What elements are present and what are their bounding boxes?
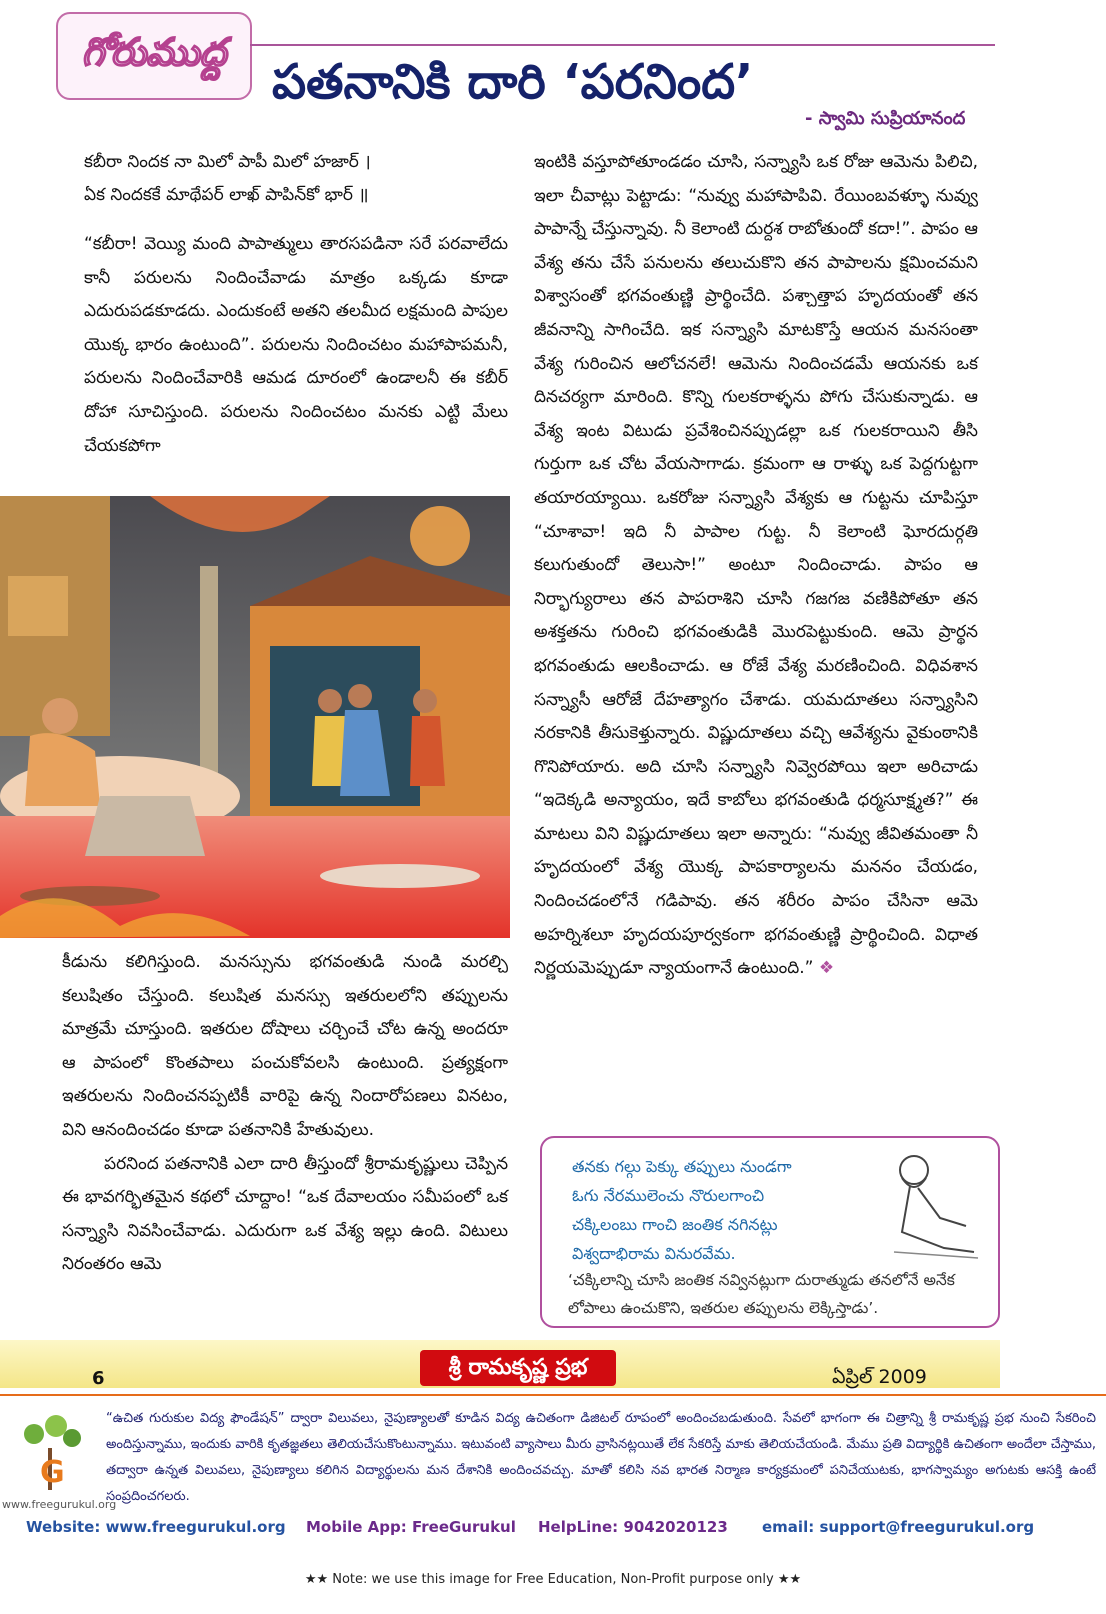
left-column-top — [84, 146, 508, 463]
banner-rule — [0, 1394, 1106, 1396]
column-logo — [56, 12, 252, 100]
app-name: FreeGurukul — [411, 1518, 516, 1536]
email-link[interactable]: support@freegurukul.org — [819, 1518, 1035, 1536]
poem-line: చక్కిలంబు గాంచి జంతిక నగినట్లు — [572, 1215, 778, 1234]
freegurukul-logo-icon — [4, 1412, 96, 1494]
website-link[interactable]: www.freegurukul.org — [105, 1518, 286, 1536]
banner-text: “ఉచిత గురుకుల విద్య ఫౌండేషన్” ద్వారా విలువలు, నైపుణ్యాలతో కూడిన విద్య ఉచితంగా డిజిటల్ రూపంలో అందించబడుతుంది. సేవలో భాగంగా ఈ చిత్రాన్ని శ్రీ రామకృష్ణ ప్రభ నుంచి సేకరించి అందిస్తున్నాము, ఇందుకు వారికి కృతజ్ఞతలు తెలియచేసుకొంటున్నాము. ఇటువంటి వ్యాసాలు మీరు వ్రాసినట్లయితే లేక సేకరిస్తే మాకు తెలియచేయండి. మేము ప్రతి విద్యార్థికి ఉచితంగా అందేలా చేస్తాము, తద్వారా ఉన్నత విలువలు, నైపుణ్యాలు కలిగిన విద్యార్థులను మన దేశానికి అందించవచ్చు. మాతో కలిసి నవ భారత నిర్మాణ కార్యక్రమంలో పనిచేయుటకు, భాగస్వామ్యం అగుటకు ఆసక్తి ఉంటే సంప్రదించగలరు. — [106, 1411, 1096, 1504]
paragraph-story: ఇంటికి వస్తూపోతూండడం చూసి, సన్న్యాసి ఒక రోజు ఆమెను పిలిచి, ఇలా చీవాట్లు పెట్టాడు: “నువ్వు మహాపాపివి. రేయింబవళ్ళూ నువ్వు పాపాన్నే చేస్తున్నావు. నీ కెలాంటి దుర్దశ రాబోతుందో కదా!”. పాపం ఆ వేశ్య తను చేసే పనులను తలుచుకొని తన పాపాలను క్షమించమని విశ్వాసంతో భగవంతుణ్ణి ప్రార్థించేది. పశ్చాత్తాప హృదయంతో తన జీవనాన్ని సాగించేది. ఇక సన్న్యాసి మాటకొస్తే ఆయన మనసంతా వేశ్య గురించిన ఆలోచనలే! ఆమెను నిందించడమే ఆయనకు ఒక దినచర్యగా మారింది. కొన్ని గులకరాళ్ళను పోగు చేసుకున్నాడు. ఆ వేశ్య ఇంట విటుడు ప్రవేశించినప్పుడల్లా ఒక గులకరాయిని తీసి గుర్తుగా ఒక చోట వేయసాగాడు. క్రమంగా ఆ రాళ్ళు ఒక పెద్దగుట్టగా తయారయ్యాయి. ఒకరోజు సన్న్యాసి వేశ్యకు ఆ గుట్టను చూపిస్తూ “చూశావా! ఇది నీ పాపాల గుట్ట. నీ కెలాంటి ఘోరదుర్గతి కలుగుతుందో తెలుసా!” అంటూ నిందించాడు. పాపం ఆ నిర్భాగ్యురాలు తన పాపరాశిని చూసి గజగజ వణికిపోతూ తన అశక్తతను గురించి భగవంతుడికి మొరపెట్టుకుంది. ఆమె ప్రార్థన భగవంతుడు ఆలకించాడు. ఆ రోజే వేశ్య మరణించింది. విధివశాన సన్న్యాసీ ఆరోజే దేహత్యాగం చేశాడు. యమదూతలు సన్న్యాసిని నరకానికి తీసుకెళ్తున్నారు. విష్ణుదూతలు వచ్చి ఆవేశ్యను వైకుంఠానికి గొనిపోయారు. అది చూసి సన్న్యాసి నివ్వెరపోయి ఇలా అరిచాడు “ఇదెక్కడి అన్యాయం, ఇదే కాబోలు భగవంతుడి ధర్మసూక్ష్మత?” ఈ మాటలు విని విష్ణుదూతలు ఇలా అన్నారు: “నువ్వు జీవితమంతా నీ హృదయంలో వేశ్య యొక్క పాపకార్యాలను మననం చేయడం, నిందించడంలోనే గడిపావు. తన శరీరం పాపం చేసినా ఆమె అహర్నిశలూ హృదయపూర్వకంగా భగవంతుణ్ణి ప్రార్థించింది. విధాత నిర్ణయమెప్పుడూ న్యాయంగానే ఉంటుంది.” ❖ — [534, 152, 978, 979]
issue-date: ఏప్రిల్ 2009 — [832, 1366, 927, 1388]
poem-line: విశ్వదాభిరామ వినురవేమ. — [572, 1244, 736, 1263]
column-logo-text: గోరుముద్ద — [81, 28, 227, 74]
paragraph-intro: “కబీరా! వెయ్యి మంది పాపాత్ములు తారసపడినా సరే పరవాలేదు కానీ పరులను నిందించేవాడు మాత్రం ఒక్కడు కూడా ఎదురుపడకూడదు. ఎందుకంటే అతని తలమీద లక్షమంది పాపుల యొక్క భారం ఉంటుంది”. పరులను నిందించటం మహాపాపమనీ, పరులను నిందించేవారికి ఆమడ దూరంలో ఉండాలనీ ఈ కబీర్ దోహా సూచిస్తుంది. పరులను నిందించటం మనకు ఎట్టి మేలు చేయకపోగా — [84, 234, 508, 456]
poem-line: తనకు గల్గు పెక్కు తప్పులు నుండగా — [572, 1157, 792, 1176]
app-contact: Mobile App: FreeGurukul — [306, 1518, 516, 1536]
website-contact: Website: www.freegurukul.org — [26, 1518, 286, 1536]
paragraph-continued: కీడును కలిగిస్తుంది. మనస్సును భగవంతుడి నుండి మరల్చి కలుషితం చేస్తుంది. కలుషిత మనస్సు ఇతరులలోని తప్పులను మాత్రమే చూస్తుంది. ఇతరుల దోషాలు చర్చించే చోట ఉన్న అందరూ ఆ పాపంలో కొంతపాలు పంచుకోవలసి ఉంటుంది. ప్రత్యక్షంగా ఇతరులను నిందించనప్పటికీ వారిపై ఉన్న నిందారోపణలు వినటం, విని ఆనందించడం కూడా పతనానికి హేతువులు. — [62, 952, 508, 1140]
header-rule — [250, 44, 995, 46]
story-illustration — [0, 496, 510, 938]
helpline-number: 9042020123 — [623, 1518, 728, 1536]
poem-line: ఓగు నేరములెంచు నొరులగాంచి — [572, 1186, 765, 1205]
poem-box — [540, 1136, 1000, 1328]
helpline-contact: HelpLine: 9042020123 — [538, 1518, 728, 1536]
left-column-bottom — [62, 946, 508, 1282]
freegurukul-brand: www.freegurukul.org — [2, 1498, 117, 1511]
end-mark: ❖ — [818, 958, 835, 979]
poem-meaning: ‘చక్కిలాన్ని చూసి జంతిక నవ్వినట్లుగా దురాత్ముడు తనలోనే అనేక లోపాలు ఉంచుకొని, ఇతరుల తప్పులను లెక్కిస్తాడు’. — [568, 1271, 955, 1317]
magazine-masthead: శ్రీ రామకృష్ణ ప్రభ — [420, 1350, 616, 1386]
right-column — [534, 146, 978, 986]
email-contact: email: support@freegurukul.org — [762, 1518, 1035, 1536]
svg-text:G: G — [40, 1455, 65, 1490]
verse-line-2: ఏక నిందకకే మాథేపర్ లాఖ్ పాపిన్‌కో భార్ ॥ — [84, 185, 369, 205]
article-title: పతనానికి దారి ‘పరనింద’ — [272, 54, 754, 110]
usage-note: ★★ Note: we use this image for Free Education, Non-Profit purpose only ★★ — [304, 1572, 802, 1587]
poem-verse — [572, 1152, 792, 1268]
sage-sketch-icon — [874, 1148, 986, 1268]
verse-line-1: కబీరా నిందక నా మిలో పాపీ మిలో హజార్ । — [84, 152, 371, 172]
paragraph-story-start: పరనింద పతనానికి ఎలా దారి తీస్తుందో శ్రీరామకృష్ణులు చెప్పిన ఈ భావగర్భితమైన కథలో చూద్దాం! “ఒక దేవాలయం సమీపంలో ఒక సన్న్యాసి నివసించేవాడు. ఎదురుగా ఒక వేశ్య ఇల్లు ఉంది. విటులు నిరంతరం ఆమె — [62, 1153, 508, 1275]
page-number: 6 — [92, 1368, 105, 1389]
article-author: - స్వామి సుప్రియానంద — [805, 108, 966, 129]
